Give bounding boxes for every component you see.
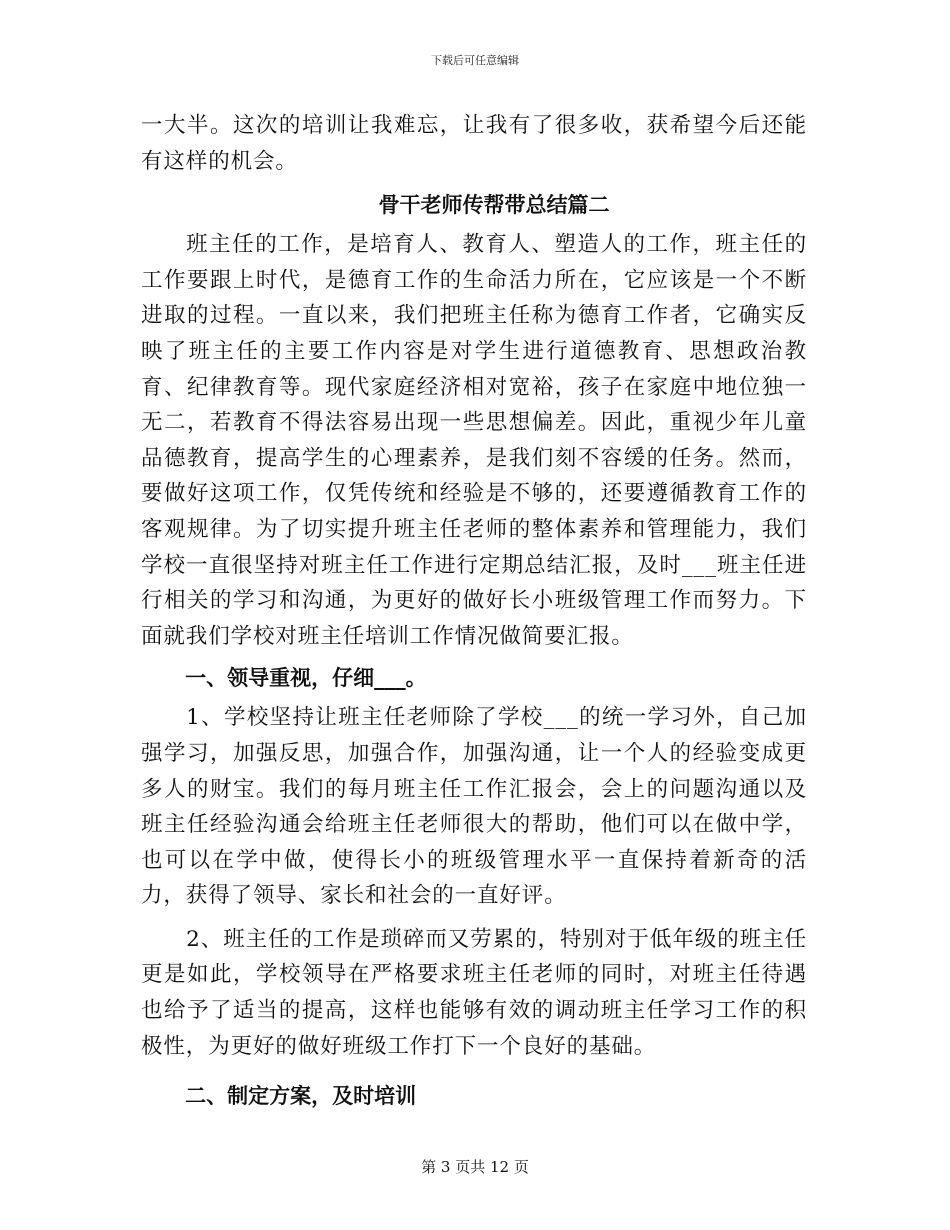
section2-heading: 二、制定方案，及时培训 [185,1083,417,1109]
intro-paragraph: 班主任的工作，是培育人、教育人、塑造人的工作，班主任的工作要跟上时代，是德育工作的生命活力所在，它应该是一个不断进取的过程。一直以来，我们把班主任称为德育工作者，它确实反映了班主任的主要工作内容是对学生进行道德教育、思想政治教育、纪律教育等。现代家庭经济相对宽裕，孩子在家庭中地位独一无二，若教育不得法容易出现一些思想偏差。因此，重视少年儿童品德教育，提高学生的心理素养，是我们刻不容缓的任务。然而，要做好这项工作，仅凭传统和经验是不够的，还要遵循教育工作的客观规律。为了切实提升班主任老师的整体素养和管理能力，我们学校一直很坚持对班主任工作进行定期总结汇报，及时___班主任进行相关的学习和沟通，为更好的做好长小班级管理工作而努力。下面就我们学校对班主任培训工作情况做简要汇报。 [141,232,807,649]
section1-paragraph-1: 1、学校坚持让班主任老师除了学校___的统一学习外，自己加强学习，加强反思，加强合作，加强沟通，让一个人的经验变成更多人的财宝。我们的每月班主任工作汇报会，会上的问题沟通以及班主任经验沟通会给班主任老师很大的帮助，他们可以在做中学，也可以在学中做，使得长小的班级管理水平一直保持着新奇的活力，获得了领导、家长和社会的一直好评。 [141,705,807,909]
page-footer-number: 第 3 页共 12 页 [421,1158,529,1176]
continuation-paragraph: 一大半。这次的培训让我难忘，让我有了很多收，获希望今后还能有这样的机会。 [141,113,807,174]
section1-heading: 一、领导重视，仔细___。 [185,665,427,691]
page-header-note: 下载后可任意编辑 [431,54,519,67]
document-body [141,108,807,1118]
section-title: 骨干老师传帮带总结篇二 [378,192,610,218]
section1-paragraph-2: 2、班主任的工作是琐碎而又劳累的，特别对于低年级的班主任更是如此，学校领导在严格要求班主任老师的同时，对班主任待遇也给予了适当的提高，这样也能够有效的调动班主任学习工作的积极性，为更好的做好班级工作打下一个良好的基础。 [141,926,807,1059]
